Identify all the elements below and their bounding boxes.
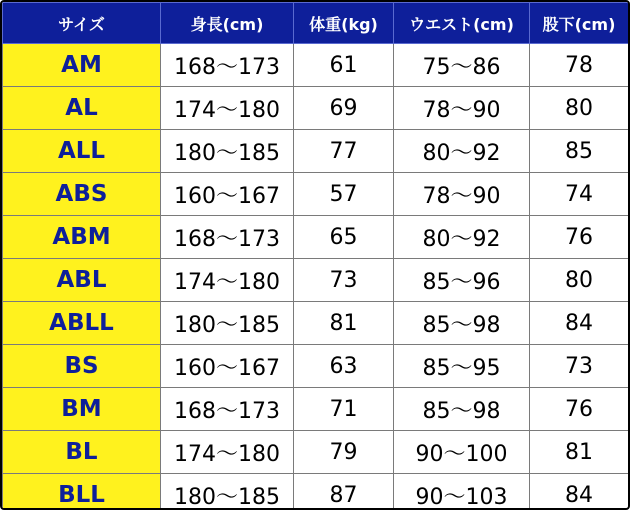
header-size: サイズ xyxy=(3,3,161,44)
weight-cell: 61 xyxy=(294,44,394,87)
height-cell: 180〜185 xyxy=(161,302,294,345)
size-cell: ABM xyxy=(3,216,161,259)
weight-cell: 71 xyxy=(294,388,394,431)
header-height: 身長(cm) xyxy=(161,3,294,44)
inseam-cell: 78 xyxy=(530,44,629,87)
height-cell: 174〜180 xyxy=(161,431,294,474)
table-row xyxy=(3,87,629,130)
header-waist: ウエスト(cm) xyxy=(394,3,530,44)
table-row xyxy=(3,173,629,216)
table-row xyxy=(3,216,629,259)
size-table xyxy=(2,2,629,510)
weight-cell: 63 xyxy=(294,345,394,388)
weight-cell: 79 xyxy=(294,431,394,474)
weight-cell: 87 xyxy=(294,474,394,510)
inseam-cell: 73 xyxy=(530,345,629,388)
size-cell: ABL xyxy=(3,259,161,302)
waist-cell: 85〜96 xyxy=(394,259,530,302)
weight-cell: 65 xyxy=(294,216,394,259)
size-cell: BLL xyxy=(3,474,161,510)
height-cell: 174〜180 xyxy=(161,259,294,302)
weight-cell: 81 xyxy=(294,302,394,345)
inseam-cell: 80 xyxy=(530,259,629,302)
header-inseam: 股下(cm) xyxy=(530,3,629,44)
size-cell: AM xyxy=(3,44,161,87)
table-row xyxy=(3,474,629,510)
inseam-cell: 84 xyxy=(530,474,629,510)
height-cell: 168〜173 xyxy=(161,388,294,431)
waist-cell: 85〜98 xyxy=(394,302,530,345)
height-cell: 180〜185 xyxy=(161,474,294,510)
weight-cell: 57 xyxy=(294,173,394,216)
waist-cell: 80〜92 xyxy=(394,216,530,259)
inseam-cell: 85 xyxy=(530,130,629,173)
table-row xyxy=(3,388,629,431)
weight-cell: 69 xyxy=(294,87,394,130)
size-cell: ABS xyxy=(3,173,161,216)
waist-cell: 78〜90 xyxy=(394,173,530,216)
waist-cell: 85〜95 xyxy=(394,345,530,388)
table-row xyxy=(3,44,629,87)
table-row xyxy=(3,130,629,173)
height-cell: 160〜167 xyxy=(161,173,294,216)
waist-cell: 80〜92 xyxy=(394,130,530,173)
size-cell: ALL xyxy=(3,130,161,173)
waist-cell: 90〜103 xyxy=(394,474,530,510)
weight-cell: 73 xyxy=(294,259,394,302)
waist-cell: 78〜90 xyxy=(394,87,530,130)
size-cell: AL xyxy=(3,87,161,130)
waist-cell: 90〜100 xyxy=(394,431,530,474)
inseam-cell: 80 xyxy=(530,87,629,130)
table-row xyxy=(3,302,629,345)
waist-cell: 85〜98 xyxy=(394,388,530,431)
inseam-cell: 74 xyxy=(530,173,629,216)
height-cell: 180〜185 xyxy=(161,130,294,173)
header-row xyxy=(3,3,629,44)
table-row xyxy=(3,431,629,474)
header-weight: 体重(kg) xyxy=(294,3,394,44)
table-row xyxy=(3,259,629,302)
inseam-cell: 81 xyxy=(530,431,629,474)
inseam-cell: 84 xyxy=(530,302,629,345)
height-cell: 160〜167 xyxy=(161,345,294,388)
waist-cell: 75〜86 xyxy=(394,44,530,87)
height-cell: 168〜173 xyxy=(161,216,294,259)
size-cell: BM xyxy=(3,388,161,431)
size-cell: BL xyxy=(3,431,161,474)
table-row xyxy=(3,345,629,388)
size-cell: ABLL xyxy=(3,302,161,345)
inseam-cell: 76 xyxy=(530,216,629,259)
height-cell: 168〜173 xyxy=(161,44,294,87)
inseam-cell: 76 xyxy=(530,388,629,431)
height-cell: 174〜180 xyxy=(161,87,294,130)
weight-cell: 77 xyxy=(294,130,394,173)
size-cell: BS xyxy=(3,345,161,388)
